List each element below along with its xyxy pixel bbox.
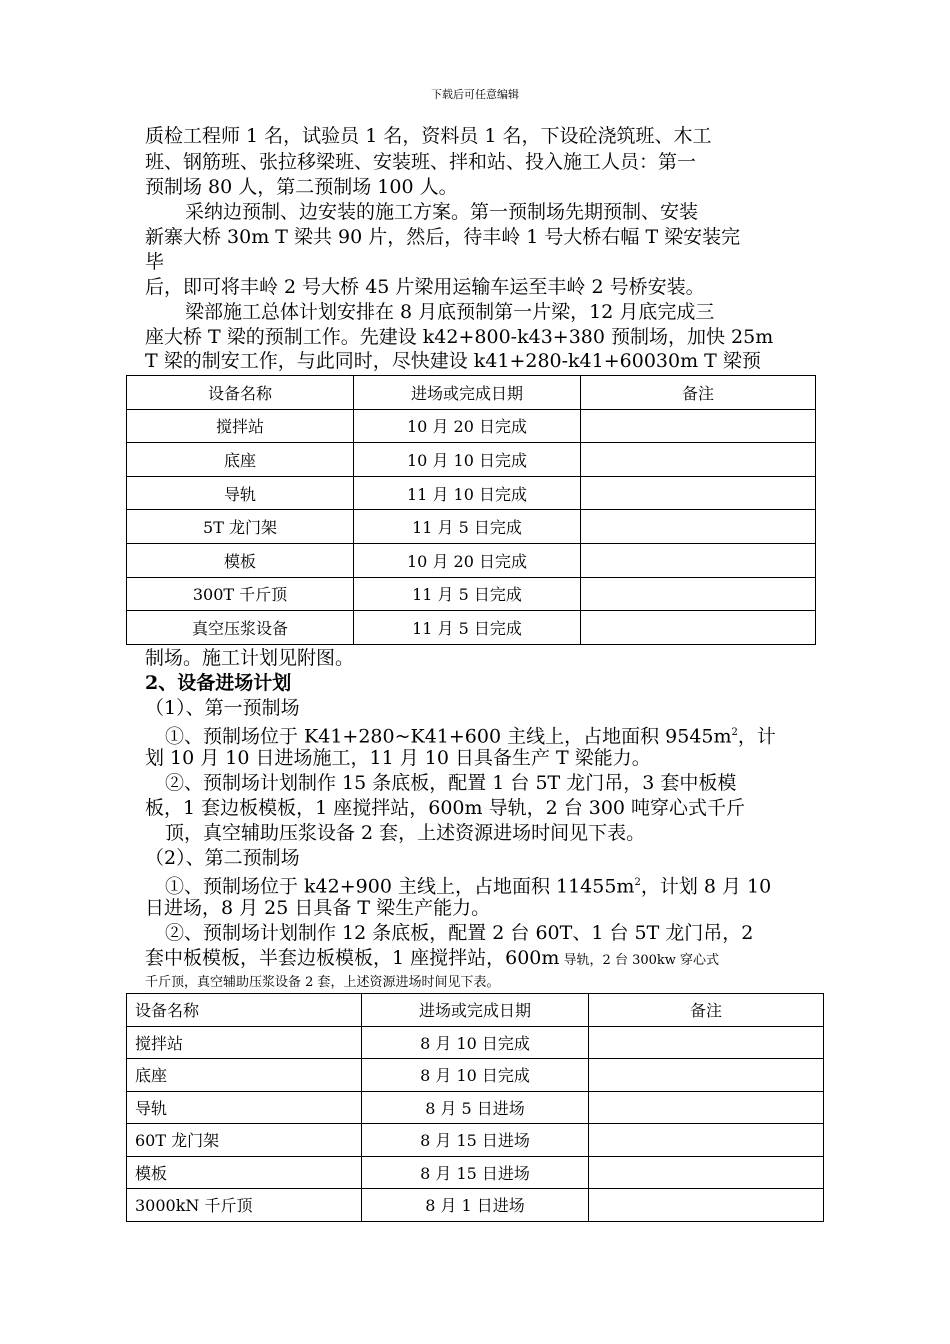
cell-remark <box>589 1156 824 1189</box>
table-header-row <box>127 994 824 1027</box>
cell-remark <box>589 1026 824 1059</box>
paragraph-line: 梁部施工总体计划安排在 8 月底预制第一片梁，12 月底完成三 <box>185 301 715 323</box>
cell-date: 8 月 10 日完成 <box>362 1026 589 1059</box>
paragraph-line <box>145 946 719 973</box>
table-row <box>127 1059 824 1092</box>
cell-remark <box>581 510 816 544</box>
cell-date: 10 月 10 日完成 <box>354 443 581 477</box>
cell-remark <box>581 476 816 510</box>
table-row <box>127 1156 824 1189</box>
cell-date: 8 月 5 日进场 <box>362 1091 589 1124</box>
paragraph-line: 新寨大桥 30m T 梁共 90 片，然后，待丰岭 1 号大桥右幅 T 梁安装完 <box>145 226 741 248</box>
paragraph-line: 千斤顶，真空辅助压浆设备 2 套，上述资源进场时间见下表。 <box>145 975 500 990</box>
cell-name: 真空压浆设备 <box>127 611 354 645</box>
cell-date: 10 月 20 日完成 <box>354 543 581 577</box>
section-heading: 2、设备进场计划 <box>145 672 292 694</box>
subsection-heading: （2）、第二预制场 <box>145 847 300 869</box>
paragraph-line: 制场。施工计划见附图。 <box>145 647 355 669</box>
table-row <box>127 577 816 611</box>
paragraph-line: 板，1 套边板模板，1 座搅拌站，600m 导轨，2 台 300 吨穿心式千斤 <box>145 797 746 819</box>
header-equipment-name: 设备名称 <box>127 994 362 1027</box>
cell-remark <box>581 543 816 577</box>
table-row <box>127 510 816 544</box>
equipment-table-1 <box>126 375 816 645</box>
cell-name: 60T 龙门架 <box>127 1124 362 1157</box>
paragraph-text: ，计 <box>737 725 776 748</box>
superscript: 2 <box>634 877 641 888</box>
cell-remark <box>581 577 816 611</box>
paragraph-text: ①、预制场位于 K41+280~K41+600 主线上，占地面积 9545m <box>165 725 732 748</box>
cell-name: 3000kN 千斤顶 <box>127 1189 362 1222</box>
cell-name: 5T 龙门架 <box>127 510 354 544</box>
cell-date: 8 月 15 日进场 <box>362 1124 589 1157</box>
cell-name: 导轨 <box>127 1091 362 1124</box>
paragraph-line: 日进场，8 月 25 日具备 T 梁生产能力。 <box>145 897 491 919</box>
paragraph-text: ①、预制场位于 k42+900 主线上，占地面积 11455m <box>165 875 635 898</box>
paragraph-line <box>165 721 776 748</box>
cell-name: 300T 千斤顶 <box>127 577 354 611</box>
equipment-table-2 <box>126 993 824 1222</box>
cell-name: 搅拌站 <box>127 409 354 443</box>
table-row <box>127 1091 824 1124</box>
paragraph-line: ②、预制场计划制作 12 条底板，配置 2 台 60T、1 台 5T 龙门吊，2 <box>165 922 754 944</box>
cell-name: 搅拌站 <box>127 1026 362 1059</box>
table-row <box>127 409 816 443</box>
paragraph-line: 划 10 月 10 日进场施工，11 月 10 日具备生产 T 梁能力。 <box>145 747 651 769</box>
cell-date: 11 月 5 日完成 <box>354 611 581 645</box>
cell-remark <box>589 1124 824 1157</box>
header-date: 进场或完成日期 <box>362 994 589 1027</box>
header-date: 进场或完成日期 <box>354 376 581 410</box>
cell-date: 8 月 10 日完成 <box>362 1059 589 1092</box>
paragraph-line: 毕 <box>145 251 165 273</box>
cell-remark <box>581 443 816 477</box>
table-row <box>127 1124 824 1157</box>
cell-date: 8 月 15 日进场 <box>362 1156 589 1189</box>
paragraph-line: 质检工程师 1 名，试验员 1 名，资料员 1 名，下设砼浇筑班、木工 <box>145 125 712 147</box>
paragraph-line <box>165 871 771 898</box>
cell-date: 11 月 10 日完成 <box>354 476 581 510</box>
table-row <box>127 1026 824 1059</box>
cell-name: 模板 <box>127 543 354 577</box>
paragraph-line: T 梁的制安工作，与此同时，尽快建设 k41+280-k41+60030m T 梁预 <box>145 350 761 372</box>
subsection-heading: （1）、第一预制场 <box>145 697 300 719</box>
superscript: 2 <box>731 727 738 738</box>
paragraph-line: 座大桥 T 梁的预制工作。先建设 k42+800-k43+380 预制场，加快 25m <box>145 326 774 348</box>
page-header: 下载后可任意编辑 <box>431 88 519 101</box>
cell-date: 11 月 5 日完成 <box>354 510 581 544</box>
cell-date: 10 月 20 日完成 <box>354 409 581 443</box>
paragraph-line: 班、钢筋班、张拉移梁班、安装班、拌和站、投入施工人员：第一 <box>145 151 697 173</box>
table-row <box>127 1189 824 1222</box>
cell-remark <box>589 1189 824 1222</box>
paragraph-line: 采纳边预制、边安装的施工方案。第一预制场先期预制、安装 <box>185 201 699 223</box>
paragraph-text: 套中板模板，半套边板模板，1 座搅拌站，600m <box>145 947 560 969</box>
paragraph-text-small: 导轨，2 台 300kw 穿心式 <box>559 953 720 968</box>
table-row <box>127 611 816 645</box>
header-equipment-name: 设备名称 <box>127 376 354 410</box>
header-remark: 备注 <box>581 376 816 410</box>
cell-remark <box>581 611 816 645</box>
cell-remark <box>589 1091 824 1124</box>
cell-date: 11 月 5 日完成 <box>354 577 581 611</box>
paragraph-text: ，计划 8 月 10 <box>640 875 772 898</box>
paragraph-line: ②、预制场计划制作 15 条底板，配置 1 台 5T 龙门吊，3 套中板模 <box>165 772 737 794</box>
cell-name: 模板 <box>127 1156 362 1189</box>
paragraph-line: 后，即可将丰岭 2 号大桥 45 片梁用运输车运至丰岭 2 号桥安装。 <box>145 276 705 298</box>
cell-name: 底座 <box>127 443 354 477</box>
cell-date: 8 月 1 日进场 <box>362 1189 589 1222</box>
cell-remark <box>581 409 816 443</box>
table-row <box>127 443 816 477</box>
cell-name: 底座 <box>127 1059 362 1092</box>
paragraph-line: 预制场 80 人，第二预制场 100 人。 <box>145 176 458 198</box>
header-remark: 备注 <box>589 994 824 1027</box>
table-row <box>127 476 816 510</box>
paragraph-line: 顶，真空辅助压浆设备 2 套，上述资源进场时间见下表。 <box>165 822 646 844</box>
table-row <box>127 543 816 577</box>
cell-name: 导轨 <box>127 476 354 510</box>
table-header-row <box>127 376 816 410</box>
cell-remark <box>589 1059 824 1092</box>
